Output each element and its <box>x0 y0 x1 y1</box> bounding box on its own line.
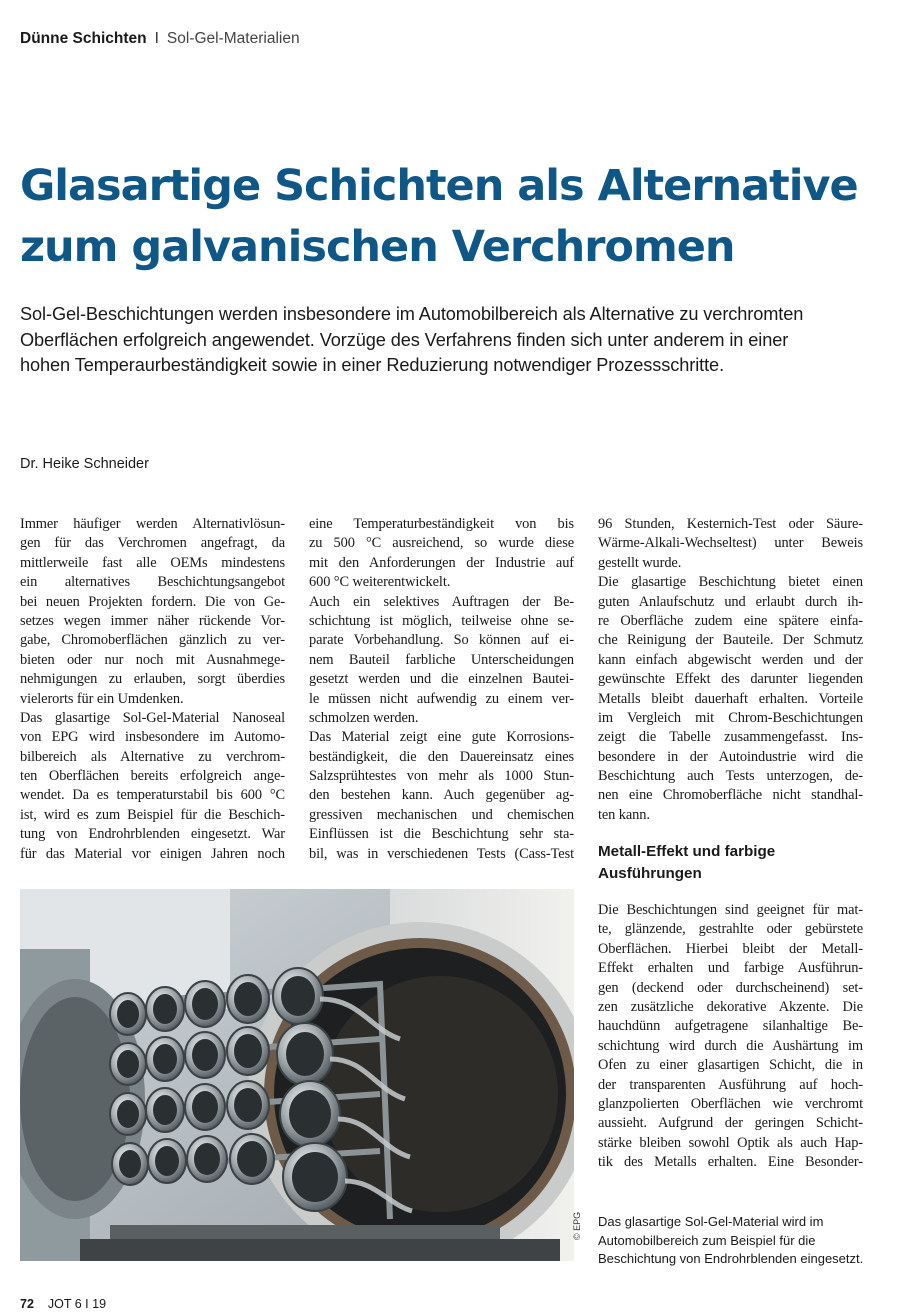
body-line: zu 500 °C ausreichend, so wurde diese <box>309 535 574 552</box>
body-line: Oberflächen. Hierbei bleibt der Metall- <box>598 940 863 957</box>
subhead-line: Metall-Effekt und farbige <box>598 843 776 860</box>
body-line: schichtung ist möglich, teilweise ohne se- <box>309 612 574 629</box>
body-line: schmolzen werden. <box>309 709 419 726</box>
photo-caption <box>598 1213 898 1269</box>
body-line: zeigt die Tabelle zusammengefasst. Ins- <box>598 729 863 746</box>
body-line: für das Material vor einigen Jahren noch <box>20 845 285 862</box>
body-line: im Vergleich mit Chrom-Beschichtungen <box>598 709 863 726</box>
body-line: Die glasartige Beschichtung bietet einen <box>598 574 863 591</box>
body-line: schichtung wird durch die Aushärtung im <box>598 1037 863 1054</box>
body-line: gabe, Chromoberflächen gänzlich zu ver- <box>20 632 285 649</box>
body-line: Metalls bleibt dauerhaft erhalten. Vorteile <box>598 690 863 707</box>
photo-credit: © EPG <box>572 1211 582 1240</box>
article-lead <box>20 302 900 379</box>
body-line: zen zusätzliche dekorative Akzente. Die <box>598 998 863 1015</box>
body-line: bieten oder nur noch mit Ausnahmege- <box>20 651 285 668</box>
body-line: tik des Metalls erhalten. Eine Besonder- <box>598 1154 863 1171</box>
body-line: ein alternatives Beschichtungsangebot <box>20 574 285 591</box>
subhead-line: Ausführungen <box>598 865 702 882</box>
lead-line: Oberflächen erfolgreich angewendet. Vorzüge des Verfahrens finden sich unter anderem in einer <box>20 329 789 350</box>
body-line: nem Bauteil farbliche Unterscheidungen <box>309 651 574 668</box>
body-line: Das Material zeigt eine gute Korrosions- <box>309 729 574 746</box>
body-line: bilbereich als Alternative zu verchrom- <box>20 748 285 765</box>
body-line: che Reinigung der Bauteile. Der Schmutz <box>598 632 863 649</box>
body-line: besondere in der Autoindustrie wird die <box>598 748 863 765</box>
body-line: gewünschte Effekt des darunter liegenden <box>598 671 863 688</box>
body-line: mit den Anforderungen der Industrie auf <box>309 554 574 571</box>
header-separator: I <box>154 30 159 47</box>
body-line: beständigkeit, die den Dauereinsatz eines <box>309 748 574 765</box>
body-line: aussieht. Aufgrund der geringen Schicht- <box>598 1115 863 1132</box>
body-line: re Oberfläche zudem eine spätere einfa- <box>598 612 863 629</box>
body-line: gen (deckend oder durchscheinend) set- <box>598 979 863 996</box>
author-byline: Dr. Heike Schneider <box>20 456 149 472</box>
section-subheading <box>598 841 863 885</box>
page-number: 72 <box>20 1297 34 1311</box>
section-name: Dünne Schichten <box>20 30 147 47</box>
article-title <box>20 156 900 278</box>
body-line: tung von Endrohrblenden eingesetzt. War <box>20 826 285 843</box>
lead-line: Sol-Gel-Beschichtungen werden insbesondere im Automobilbereich als Alternative zu verchromten <box>20 304 804 324</box>
body-line: stärke bleiben sowohl Optik als auch Hap- <box>598 1134 863 1151</box>
caption-line: Automobilbereich zum Beispiel für die <box>598 1232 816 1248</box>
body-line: bil, was in verschiedenen Tests (Cass-Test <box>309 845 574 862</box>
body-line: glanzpolierten Oberflächen wie verchromt <box>598 1095 863 1112</box>
body-line: den bestehen kann. Auch gegenüber ag- <box>309 787 574 804</box>
body-line: Salzsprühtestes von mehr als 1000 Stun- <box>309 768 574 785</box>
body-line: Beschichtung auch Tests unterzogen, de- <box>598 768 863 785</box>
body-line: der transparenten Ausführung auf hoch- <box>598 1076 863 1093</box>
body-column-1 <box>20 515 285 864</box>
body-line: ten kann. <box>598 806 650 823</box>
body-line: ten Oberflächen bereits erfolgreich ange- <box>20 768 285 785</box>
title-line: Glasartige Schichten als Alternative <box>20 161 858 211</box>
body-line: Immer häufiger werden Alternativlösun- <box>20 516 285 532</box>
body-line: Die Beschichtungen sind geeignet für mat- <box>598 902 863 918</box>
page-footer <box>20 1297 106 1311</box>
body-line: le müssen nicht aufwendig zu einem ver- <box>309 690 574 707</box>
body-line: vielerorts für ein Umdenken. <box>20 690 184 707</box>
body-line: 600 °C weiterentwickelt. <box>309 574 451 591</box>
body-line: setzes wegen immer näher rückende Vor- <box>20 612 285 629</box>
body-line: nen eine Chromoberfläche nicht standhal- <box>598 787 863 804</box>
title-line: zum galvanischen Verchromen <box>20 222 735 272</box>
body-line: Ofen zu einer glasartigen Schicht, die in <box>598 1057 863 1074</box>
body-line: mittlerweile fast alle OEMs mindestens <box>20 554 285 571</box>
body-line: parate Vorbehandlung. So können auf ei- <box>309 632 574 649</box>
running-head <box>20 30 300 48</box>
caption-line: Beschichtung von Endrohrblenden eingesetzt. <box>598 1251 864 1266</box>
body-line: Effekt erhalten und farbige Ausführun- <box>598 960 863 977</box>
body-line: guten Anlaufschutz und erlaubt durch ih- <box>598 593 863 610</box>
oven-photo <box>20 889 574 1261</box>
body-line: te, glänzende, gestrahlte oder gebürstete <box>598 921 863 938</box>
body-line: kann einfach abgewischt werden und der <box>598 651 863 668</box>
body-column-3-continued <box>598 901 863 1172</box>
body-line: gesetzt werden und die einzelnen Bautei- <box>309 671 574 688</box>
journal-issue: JOT 6 I 19 <box>47 1297 107 1311</box>
body-line: von EPG wird insbesondere im Automo- <box>20 729 285 746</box>
body-line: gestellt wurde. <box>598 554 682 571</box>
body-line: gressiven mechanischen und chemischen <box>309 806 574 823</box>
body-line: ist, wird es zum Beispiel für die Beschich- <box>20 806 285 823</box>
body-column-2 <box>309 515 574 864</box>
body-line: Das glasartige Sol-Gel-Material Nanoseal <box>20 709 285 726</box>
body-line: Einflüssen ist die Beschichtung sehr sta- <box>309 826 574 843</box>
body-line: eine Temperaturbeständigkeit von bis <box>309 516 574 532</box>
body-line: Auch ein selektives Auftragen der Be- <box>309 593 574 610</box>
body-line: gen für das Verchromen angefragt, da <box>20 535 285 552</box>
body-column-3 <box>598 515 863 825</box>
body-line: nehmigungen zu erlauben, sorgt überdies <box>20 671 285 688</box>
body-line: Wärme-Alkali-Wechseltest) unter Beweis <box>598 535 863 552</box>
lead-line: hohen Temperaurbeständigkeit sowie in einer Reduzierung notwendiger Prozessschritte. <box>20 355 725 375</box>
subsection-name: Sol-Gel-Materialien <box>166 30 300 47</box>
body-line: wendet. Da es temperaturstabil bis 600 °C <box>20 787 285 804</box>
body-line: 96 Stunden, Kesternich-Test oder Säure- <box>598 516 863 532</box>
body-line: bei neuen Projekten fordern. Die von Ge- <box>20 593 285 610</box>
body-line: hauchdünn aufgetragene silanhaltige Be- <box>598 1018 863 1035</box>
caption-line: Das glasartige Sol-Gel-Material wird im <box>598 1214 824 1229</box>
